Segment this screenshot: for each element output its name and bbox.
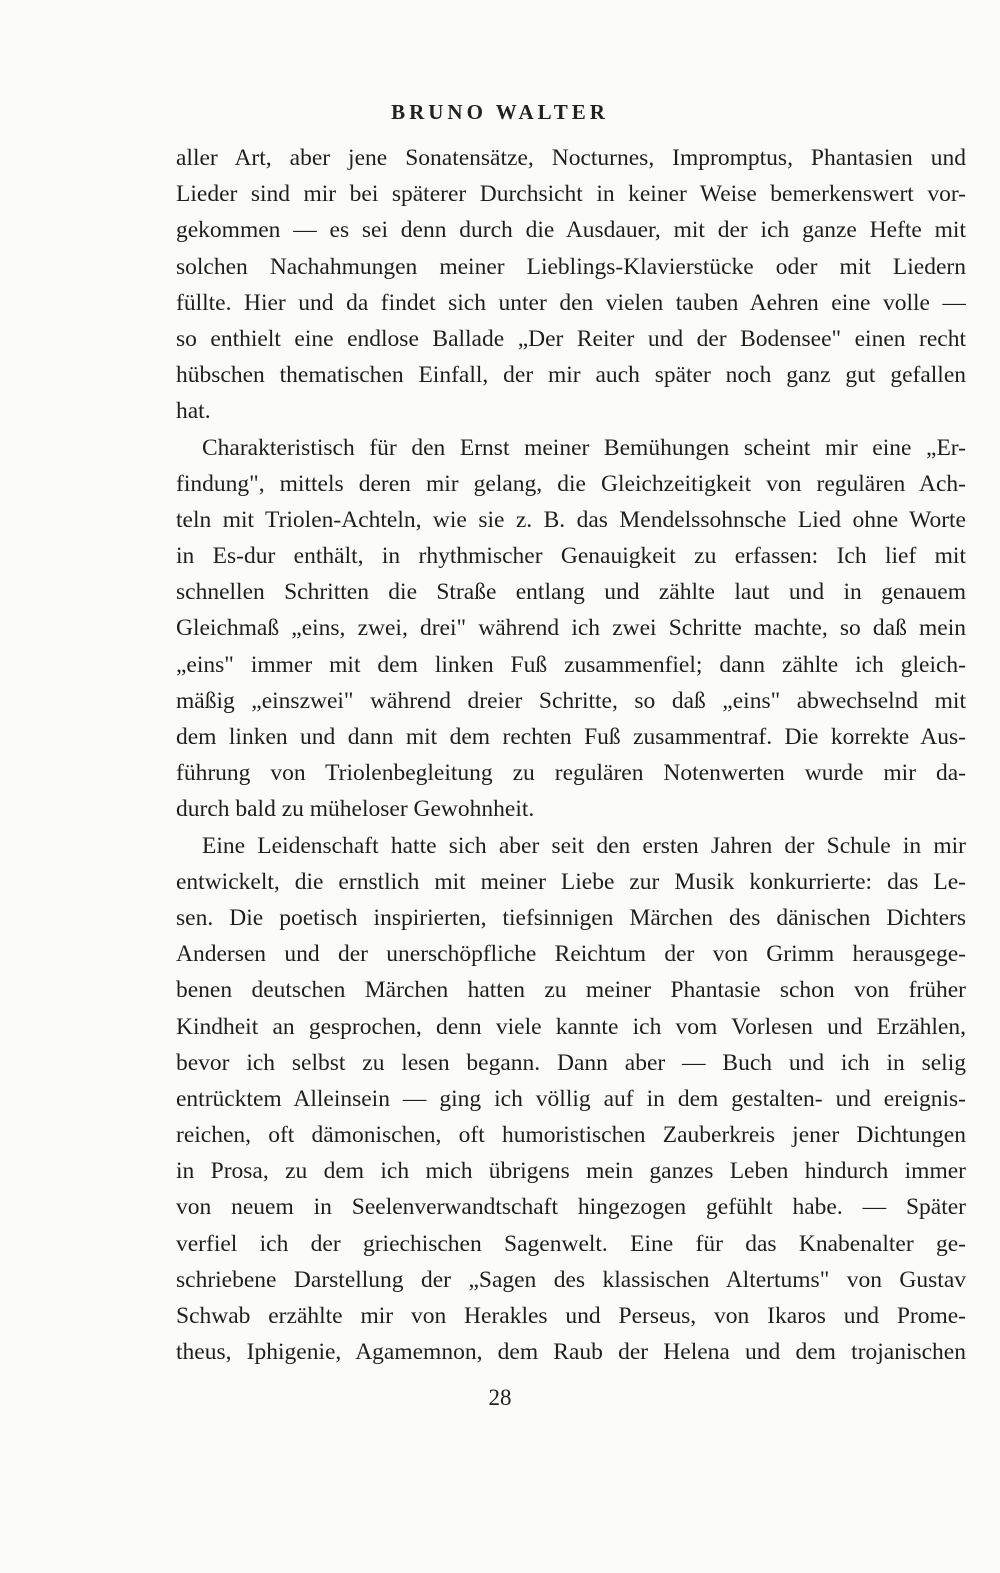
text-line: Eine Leidenschaft hatte sich aber seit den ersten Jahren der Schule in mir: [202, 832, 966, 859]
text-line: Charakteristisch für den Ernst meiner Bemühungen scheint mir eine „Er-: [202, 434, 966, 461]
text-line: entwickelt, die ernstlich mit meiner Liebe zur Musik konkurrierte: das Le-: [176, 868, 966, 895]
text-line: dem linken und dann mit dem rechten Fuß zusammentraf. Die korrekte Aus-: [176, 724, 966, 750]
text-line: durch bald zu müheloser Gewohnheit.: [176, 796, 535, 823]
text-line: reichen, oft dämonischen, oft humoristischen Zauberkreis jener Dichtungen: [176, 1122, 966, 1149]
text-line: Lieder sind mir bei späterer Durchsicht in keiner Weise bemerkenswert vor-: [176, 181, 966, 208]
text-line: von neuem in Seelenverwandtschaft hingezogen gefühlt habe. — Später: [176, 1194, 966, 1221]
text-line: mäßig „einszwei" während dreier Schritte, so daß „eins" abwechselnd mit: [176, 687, 966, 714]
text-line: Schwab erzählte mir von Herakles und Perseus, von Ikaros und Prome-: [176, 1303, 966, 1329]
text-line: sen. Die poetisch inspirierten, tiefsinnigen Märchen des dänischen Dichters: [176, 904, 966, 931]
text-line: „eins" immer mit dem linken Fuß zusammenfiel; dann zählte ich gleich-: [176, 651, 966, 678]
text-line: so enthielt eine endlose Ballade „Der Reiter und der Bodensee" einen recht: [176, 325, 966, 352]
text-line: bevor ich selbst zu lesen begann. Dann aber — Buch und ich in selig: [176, 1049, 966, 1076]
text-line: Andersen und der unerschöpfliche Reichtum der von Grimm herausgege-: [176, 941, 966, 968]
text-line: Gleichmaß „eins, zwei, drei" während ich zwei Schritte machte, so daß mein: [176, 615, 966, 642]
text-line: in Es-dur enthält, in rhythmischer Genauigkeit zu erfassen: Ich lief mit: [176, 543, 966, 570]
text-line: teln mit Triolen-Achteln, wie sie z. B. das Mendelssohnsche Lied ohne Worte: [176, 506, 966, 533]
page-number: 28: [488, 1385, 512, 1410]
text-line: entrücktem Alleinsein — ging ich völlig auf in dem gestalten- und ereignis-: [176, 1085, 966, 1112]
text-line: hübschen thematischen Einfall, der mir auch später noch ganz gut gefallen: [176, 362, 966, 389]
text-line: füllte. Hier und da findet sich unter den vielen tauben Aehren eine volle —: [176, 289, 966, 316]
text-line: findung", mittels deren mir gelang, die Gleichzeitigkeit von regulären Ach-: [176, 470, 966, 497]
text-line: benen deutschen Märchen hatten zu meiner Phantasie schon von früher: [176, 977, 966, 1004]
text-line: Kindheit an gesprochen, denn viele kannte ich vom Vorlesen und Erzählen,: [176, 1013, 966, 1040]
body-text: [176, 140, 966, 1370]
text-line: solchen Nachahmungen meiner Lieblings-Klavierstücke oder mit Liedern: [176, 253, 966, 280]
text-line: hat.: [176, 398, 211, 425]
text-line: schnellen Schritten die Straße entlang und zählte laut und in genauem: [176, 579, 966, 606]
running-head: BRUNO WALTER: [391, 100, 609, 124]
text-line: führung von Triolenbegleitung zu regulären Notenwerten wurde mir da-: [176, 760, 966, 787]
text-line: gekommen — es sei denn durch die Ausdauer, mit der ich ganze Hefte mit: [176, 217, 966, 244]
text-line: aller Art, aber jene Sonatensätze, Nocturnes, Impromptus, Phantasien und: [176, 145, 966, 171]
text-line: schriebene Darstellung der „Sagen des klassischen Altertums" von Gustav: [176, 1266, 966, 1293]
text-line: verfiel ich der griechischen Sagenwelt. Eine für das Knabenalter ge-: [176, 1230, 966, 1257]
text-line: theus, Iphigenie, Agamemnon, dem Raub der Helena und dem trojanischen: [176, 1339, 966, 1366]
text-line: in Prosa, zu dem ich mich übrigens mein ganzes Leben hindurch immer: [176, 1158, 966, 1185]
